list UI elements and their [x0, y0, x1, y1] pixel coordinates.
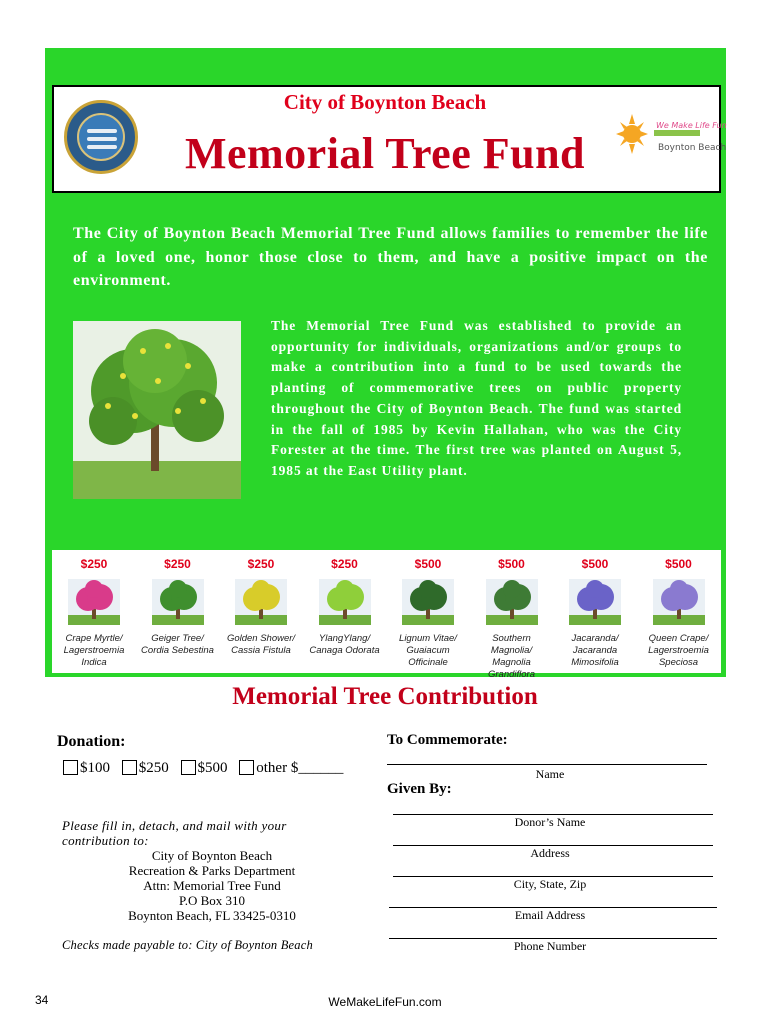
- page-title: Memorial Tree Fund: [184, 129, 586, 178]
- tree-name: YlangYlang/ Canaga Odorata: [309, 633, 380, 656]
- option-100[interactable]: $100: [63, 760, 110, 776]
- donation-options: [63, 760, 351, 777]
- checkbox-icon[interactable]: [63, 760, 78, 775]
- logo-tagline: We Make Life Fun: [656, 121, 727, 130]
- intro-paragraph: The City of Boynton Beach Memorial Tree Fund allows families to remember the life of a loved one, honor those close to them, and have a positive impact on the environment.: [73, 225, 708, 289]
- address-line: Recreation & Parks Department: [128, 863, 296, 878]
- tree-name: Southern Magnolia/ Magnolia Grandiflora: [488, 633, 535, 680]
- option-other[interactable]: other $______: [239, 760, 343, 776]
- tree-option: [554, 550, 636, 669]
- tree-option: [220, 550, 302, 657]
- field-caption: City, State, Zip: [513, 877, 587, 891]
- tree-thumbnail: [319, 579, 371, 625]
- tree-name: Jacaranda/ Jacaranda Mimosifolia: [571, 633, 619, 668]
- address-line: Boynton Beach, FL 33425-0310: [128, 908, 296, 923]
- tree-name: Lignum Vitae/ Guaiacum Officinale: [399, 633, 457, 668]
- tree-thumbnail: [152, 579, 204, 625]
- tree-price: $500: [581, 557, 609, 571]
- city-heading: City of Boynton Beach: [283, 90, 487, 114]
- tree-name: Queen Crape/ Lagerstroemia Speciosa: [648, 633, 709, 668]
- checkbox-icon[interactable]: [122, 760, 137, 775]
- field-caption: Donor’s Name: [514, 815, 586, 829]
- tree-option: [137, 550, 219, 657]
- field-caption: Email Address: [514, 908, 586, 922]
- donation-label: Donation:: [57, 733, 126, 750]
- tree-price: $500: [414, 557, 442, 571]
- address-line: Attn: Memorial Tree Fund: [143, 878, 281, 893]
- tree-price: $250: [331, 557, 358, 571]
- tree-price: $250: [80, 557, 108, 571]
- option-250[interactable]: $250: [122, 760, 169, 776]
- tree-name: Geiger Tree/ Cordia Sebestina: [141, 633, 214, 656]
- tree-option: [304, 550, 386, 657]
- instructions-text: Please fill in, detach, and mail with your contribution to:: [62, 818, 287, 848]
- address-line: City of Boynton Beach: [151, 848, 273, 863]
- checkbox-icon[interactable]: [181, 760, 196, 775]
- name-field[interactable]: [387, 764, 707, 765]
- footer-website: WeMakeLifeFun.com: [328, 995, 442, 1009]
- mail-instructions: [62, 818, 362, 923]
- tree-photo: [73, 321, 241, 499]
- tree-name: Golden Shower/ Cassia Fistula: [226, 633, 296, 656]
- option-500[interactable]: $500: [181, 760, 228, 776]
- tree-price: $500: [665, 557, 692, 571]
- tree-thumbnail: [486, 579, 538, 625]
- tree-price: $250: [247, 557, 275, 571]
- given-by-label: Given By:: [387, 781, 452, 797]
- address-line: P.O Box 310: [178, 893, 246, 908]
- tree-thumbnail: [653, 579, 705, 625]
- tree-thumbnail: [402, 579, 454, 625]
- history-paragraph: The Memorial Tree Fund was established to provide an opportunity for individuals, organizations and/or groups to make a contribution into a fund to be used towards the planting of commemorative trees on public property throughout the City of Boynton Beach. The fund was started in the fall of 1985 by Kevin Hallahan, who was the City Forester at the time. The first tree was planted on August 5, 1985 at the East Utility plant.: [271, 318, 682, 478]
- page-number: 34: [35, 993, 49, 1007]
- tree-thumbnail: [68, 579, 120, 625]
- checkbox-icon[interactable]: [239, 760, 254, 775]
- checks-payable-note: Checks made payable to: City of Boynton Beach: [62, 938, 313, 952]
- tree-option: [53, 550, 135, 669]
- name-caption: Name: [535, 767, 565, 781]
- field-caption: Address: [530, 846, 570, 860]
- tree-thumbnail: [569, 579, 621, 625]
- contribution-title: Memorial Tree Contribution: [232, 683, 538, 710]
- tree-thumbnail: [235, 579, 287, 625]
- tree-option: [471, 550, 553, 681]
- tree-price: $250: [164, 557, 191, 571]
- tree-option: [638, 550, 720, 669]
- logo-name: Boynton Beach: [658, 143, 727, 153]
- commemorate-label: To Commemorate:: [387, 732, 508, 748]
- field-caption: Phone Number: [513, 939, 587, 953]
- tree-name: Crape Myrtle/ Lagerstroemia Indica: [63, 633, 125, 668]
- tree-price: $500: [498, 557, 525, 571]
- tree-option: [387, 550, 469, 669]
